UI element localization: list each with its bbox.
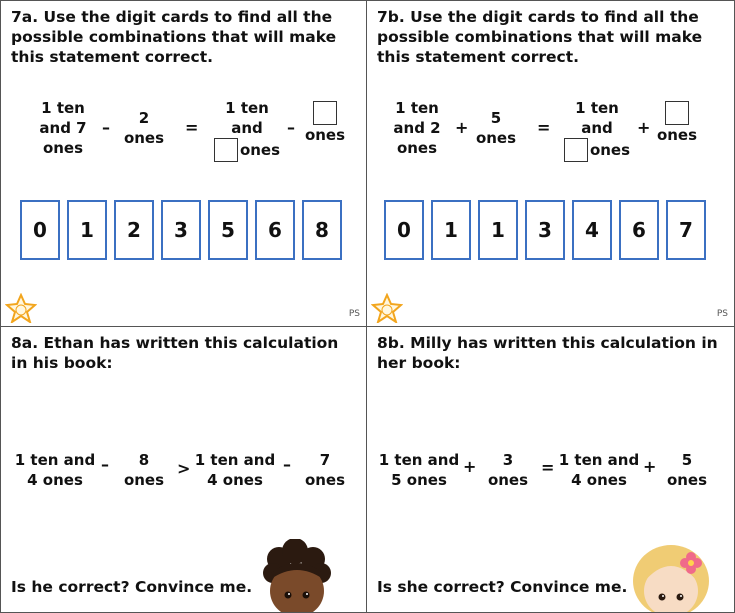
term-2: 5 ones	[475, 109, 517, 147]
question-8b	[367, 327, 734, 612]
term-1: 1 ten and 4 ones	[14, 451, 96, 489]
term-2: 3 ones	[487, 451, 529, 489]
question-7b	[367, 1, 734, 326]
term-4: 5 ones	[666, 451, 708, 489]
strategy-badge: PS	[716, 309, 728, 319]
digit-card[interactable]: 4	[572, 200, 612, 260]
term-3: 1 ten and 4 ones	[194, 451, 276, 489]
term-1: 1 ten and 2 ones	[393, 99, 441, 157]
digit-card[interactable]: 5	[208, 200, 248, 260]
digit-cards	[20, 200, 342, 260]
term-3: 1 ten and ones	[557, 98, 637, 162]
term-2: 2 ones	[123, 109, 165, 147]
prompt-text: Is he correct? Convince me.	[11, 578, 253, 596]
plus-sign: +	[455, 118, 469, 137]
strategy-badge: PS	[348, 309, 360, 319]
question-7a-title: 7a. Use the digit cards to find all the possible combinations that will make this statement correct.	[11, 8, 337, 66]
digit-card[interactable]: 1	[478, 200, 518, 260]
digit-card[interactable]: 7	[666, 200, 706, 260]
equals-sign: =	[541, 458, 555, 477]
answer-box[interactable]	[564, 138, 588, 162]
question-8b-title: 8b. Milly has written this calculation in her book:	[377, 334, 718, 372]
term-4: ones	[301, 101, 349, 145]
term-3: 1 ten and ones	[207, 98, 287, 162]
prompt-text: Is she correct? Convince me.	[377, 578, 628, 596]
digit-card[interactable]: 6	[619, 200, 659, 260]
star-icon	[5, 293, 37, 323]
digit-card[interactable]: 3	[525, 200, 565, 260]
girl-avatar-icon	[629, 543, 713, 612]
boy-avatar-icon	[259, 539, 335, 612]
greater-than-sign: >	[177, 459, 191, 478]
minus-sign: –	[101, 455, 109, 474]
term-2: 8 ones	[123, 451, 165, 489]
minus-sign: –	[287, 118, 295, 137]
digit-card[interactable]: 0	[20, 200, 60, 260]
digit-card[interactable]: 0	[384, 200, 424, 260]
digit-card[interactable]: 3	[161, 200, 201, 260]
plus-sign: +	[463, 457, 477, 476]
digit-card[interactable]: 2	[114, 200, 154, 260]
answer-box[interactable]	[313, 101, 337, 125]
term-1: 1 ten and 5 ones	[378, 451, 460, 489]
digit-card[interactable]: 1	[431, 200, 471, 260]
plus-sign: +	[637, 118, 651, 137]
digit-card[interactable]: 8	[302, 200, 342, 260]
equals-sign: =	[185, 118, 199, 137]
question-7a	[1, 1, 366, 326]
digit-card[interactable]: 1	[67, 200, 107, 260]
question-8a-title: 8a. Ethan has written this calculation in his book:	[11, 334, 339, 372]
equals-sign: =	[537, 118, 551, 137]
term-4: ones	[653, 101, 701, 145]
minus-sign: –	[102, 118, 110, 137]
digit-card[interactable]: 6	[255, 200, 295, 260]
term-4: 7 ones	[304, 451, 346, 489]
term-3: 1 ten and 4 ones	[558, 451, 640, 489]
question-8a	[1, 327, 366, 612]
star-icon	[371, 293, 403, 323]
term-1: 1 ten and 7 ones	[39, 99, 87, 157]
answer-box[interactable]	[665, 101, 689, 125]
minus-sign: –	[283, 455, 291, 474]
answer-box[interactable]	[214, 138, 238, 162]
digit-cards	[384, 200, 706, 260]
question-7b-title: 7b. Use the digit cards to find all the possible combinations that will make this statement correct.	[377, 8, 703, 66]
plus-sign: +	[643, 457, 657, 476]
